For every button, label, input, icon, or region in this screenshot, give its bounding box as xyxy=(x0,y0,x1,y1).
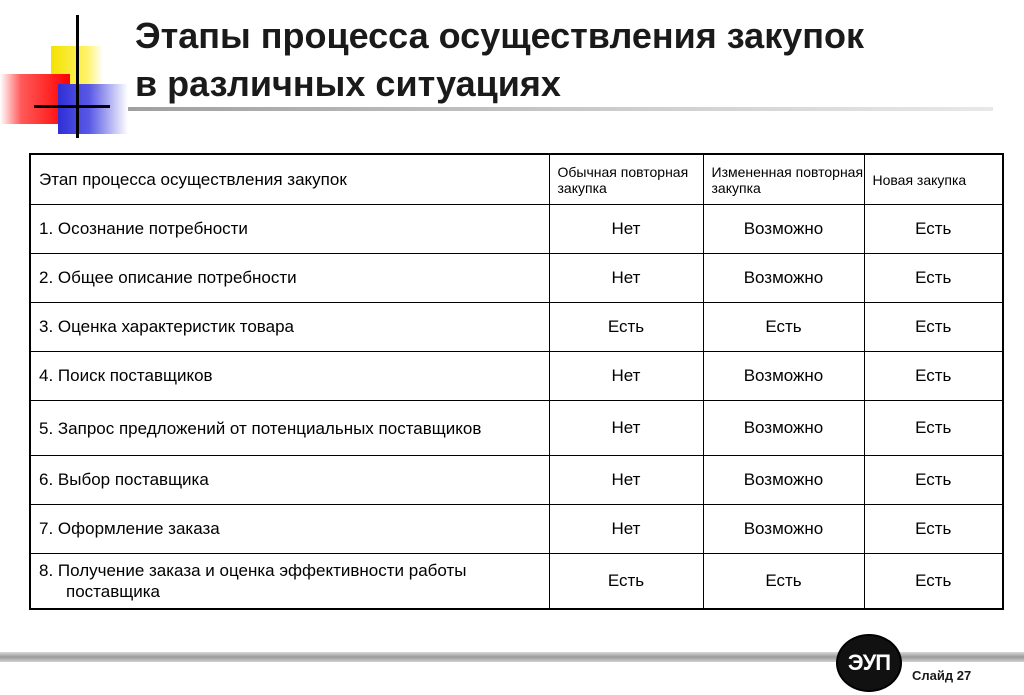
decor-blue-bar xyxy=(58,84,128,134)
value-cell: Нет xyxy=(549,205,703,254)
stage-cell: 7. Оформление заказа xyxy=(30,505,549,554)
slide-title xyxy=(135,12,1005,108)
stage-label: 8. Получение заказа и оценка эффективности работы поставщика xyxy=(39,561,467,601)
table-row xyxy=(30,254,1003,303)
department-logo xyxy=(836,634,902,692)
value-cell: Нет xyxy=(549,352,703,401)
table-row xyxy=(30,205,1003,254)
value-cell: Возможно xyxy=(703,456,864,505)
header-routine-rebuy: Обычная повторная закупка xyxy=(549,154,703,205)
table-row xyxy=(30,505,1003,554)
decor-vertical-line xyxy=(76,15,79,138)
table-row xyxy=(30,456,1003,505)
value-cell: Нет xyxy=(549,456,703,505)
stage-label: 5. Запрос предложений от потенциальных поставщиков xyxy=(39,418,482,438)
stage-cell: 1. Осознание потребности xyxy=(30,205,549,254)
header-modified-rebuy: Измененная повторная закупка xyxy=(703,154,864,205)
value-cell: Возможно xyxy=(703,205,864,254)
table-row xyxy=(30,554,1003,610)
value-cell: Нет xyxy=(549,505,703,554)
header-stage: Этап процесса осуществления закупок xyxy=(30,154,549,205)
slide-number: Слайд 27 xyxy=(912,668,972,683)
procurement-stages-table xyxy=(29,153,1004,610)
value-cell: Есть xyxy=(549,554,703,610)
value-cell: Возможно xyxy=(703,254,864,303)
value-cell: Возможно xyxy=(703,401,864,456)
title-underline xyxy=(128,107,993,111)
logo-text: ЭУП xyxy=(847,650,891,675)
value-cell: Есть xyxy=(864,352,1003,401)
stage-cell: 4. Поиск поставщиков xyxy=(30,352,549,401)
table-header-row xyxy=(30,154,1003,205)
table-row xyxy=(30,352,1003,401)
value-cell: Есть xyxy=(864,554,1003,610)
value-cell: Есть xyxy=(864,456,1003,505)
stage-cell: 2. Общее описание потребности xyxy=(30,254,549,303)
value-cell: Есть xyxy=(703,303,864,352)
stage-cell: 3. Оценка характеристик товара xyxy=(30,303,549,352)
decor-horizontal-line xyxy=(34,105,110,108)
value-cell: Есть xyxy=(549,303,703,352)
header-new-task: Новая закупка xyxy=(864,154,1003,205)
slide-title-line-1: Этапы процесса осуществления закупок xyxy=(135,15,864,56)
value-cell: Есть xyxy=(864,505,1003,554)
value-cell: Есть xyxy=(864,303,1003,352)
value-cell: Нет xyxy=(549,401,703,456)
stage-cell: 6. Выбор поставщика xyxy=(30,456,549,505)
value-cell: Возможно xyxy=(703,352,864,401)
table-row xyxy=(30,303,1003,352)
value-cell: Есть xyxy=(864,254,1003,303)
slide-title-line-2: в различных ситуациях xyxy=(135,63,561,104)
value-cell: Нет xyxy=(549,254,703,303)
value-cell: Есть xyxy=(864,205,1003,254)
stage-cell xyxy=(30,554,549,610)
table-row xyxy=(30,401,1003,456)
value-cell: Возможно xyxy=(703,505,864,554)
value-cell: Есть xyxy=(703,554,864,610)
stage-cell xyxy=(30,401,549,456)
value-cell: Есть xyxy=(864,401,1003,456)
